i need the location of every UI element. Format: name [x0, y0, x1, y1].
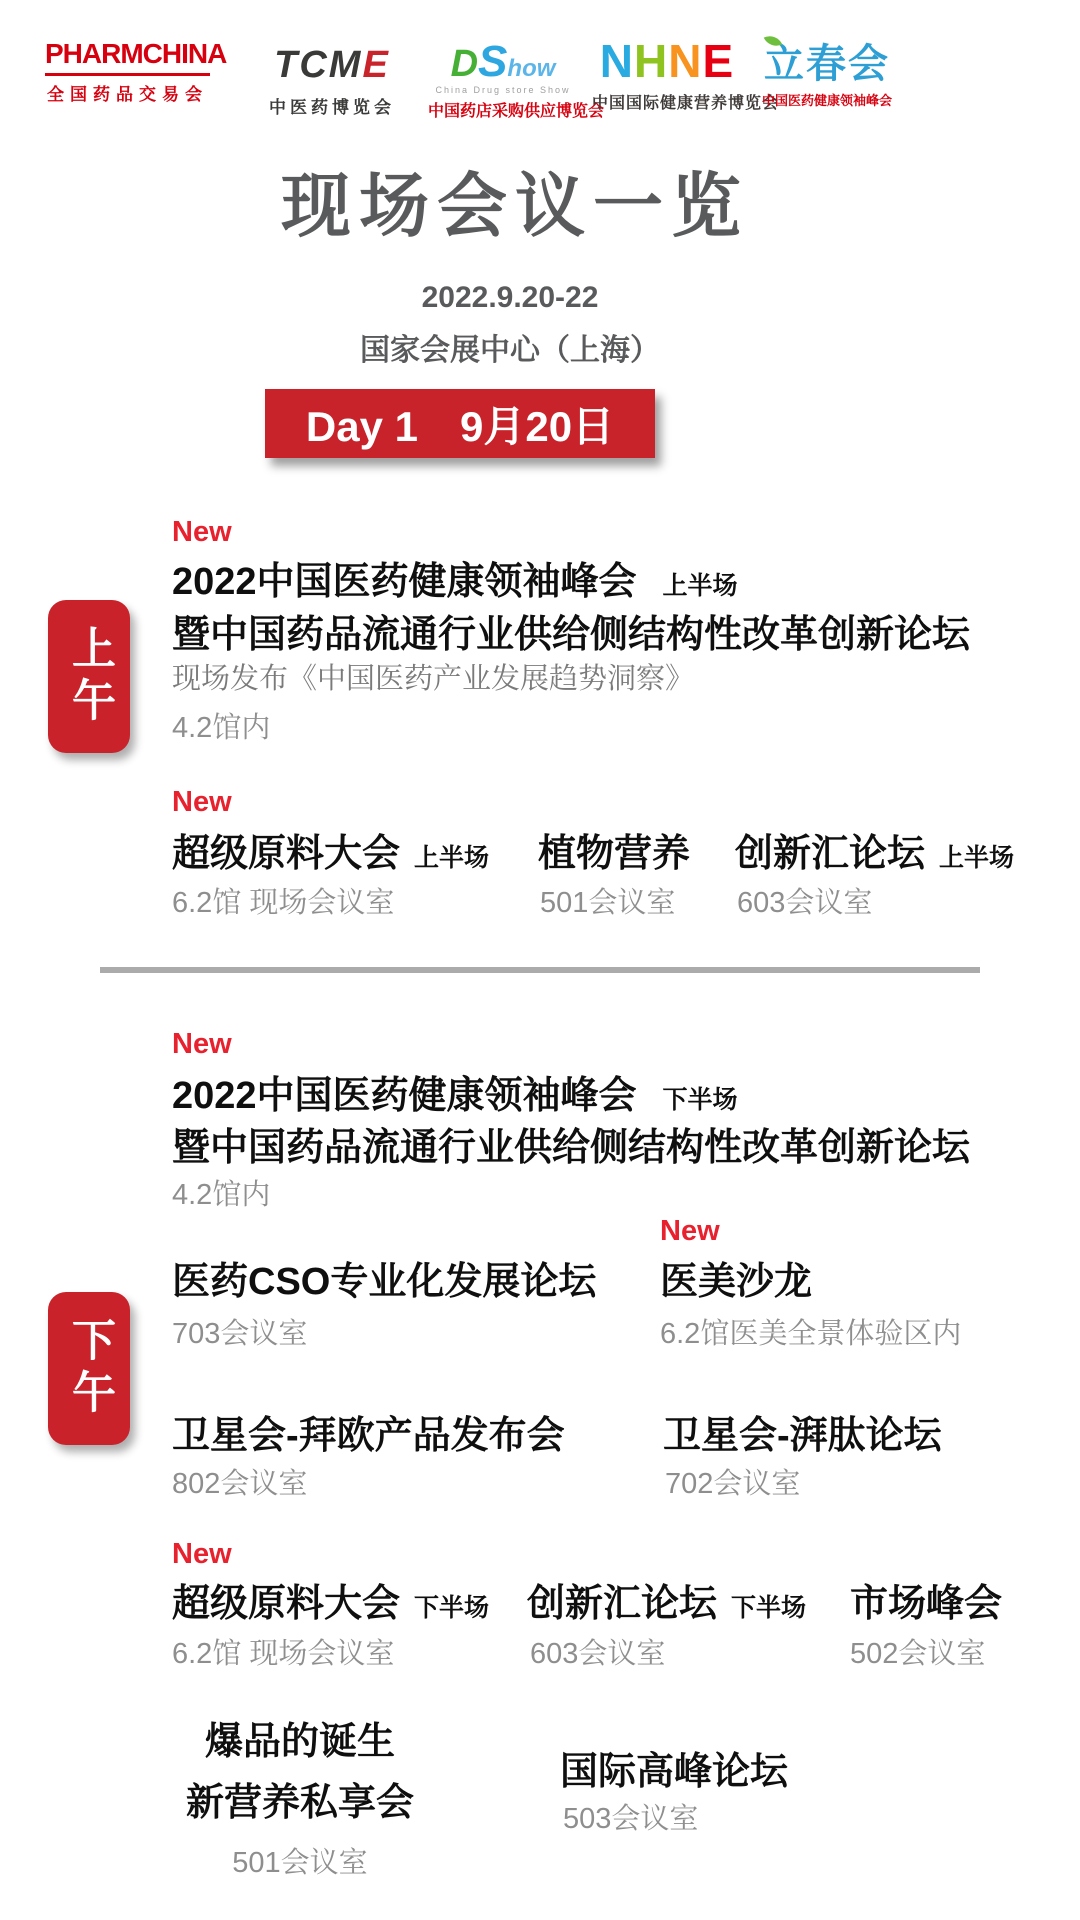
lichunhui-subtitle: 中国医药健康领袖峰会 — [761, 93, 892, 108]
session-title — [735, 822, 1014, 877]
new-badge: New — [660, 1215, 720, 1247]
session-room: 703会议室 — [172, 1318, 308, 1350]
pharmchina-subtitle: 全国药品交易会 — [47, 85, 208, 104]
nhne-subtitle: 中国国际健康营养博览会 — [592, 95, 780, 112]
session-title: 国际高峰论坛 — [560, 1751, 789, 1793]
section-divider — [100, 967, 980, 973]
session-half-label: 上半场 — [662, 572, 738, 600]
pharmchina-wordmark: PHARMCHINA — [45, 38, 227, 69]
session-title: 植物营养 — [538, 833, 691, 875]
session-room: 503会议室 — [563, 1803, 699, 1835]
session-room: 6.2馆 现场会议室 — [172, 1638, 395, 1670]
session-half-label: 上半场 — [939, 844, 1015, 872]
dsshow-letter-d: D — [450, 43, 479, 85]
session-title: 市场峰会 — [850, 1583, 1003, 1625]
page-title: 现场会议一览 — [281, 167, 749, 245]
logo-dsshow — [428, 37, 605, 121]
dsshow-tagline: China Drug store Show — [435, 85, 571, 95]
nhne-letter-n1: N — [599, 35, 635, 87]
session-title: 医美沙龙 — [660, 1261, 813, 1303]
session-half-label: 上半场 — [414, 844, 490, 872]
dsshow-letters-how: how — [507, 55, 556, 82]
session-title-text: 2022中国医药健康领袖峰会 — [172, 1075, 637, 1117]
session-half-label: 下半场 — [731, 1594, 807, 1622]
session-room: 501会议室 — [540, 887, 676, 919]
logo-tcme — [252, 44, 412, 118]
lichunhui-wordmark-wrap — [764, 44, 890, 84]
new-badge: New — [172, 786, 232, 818]
session-title: 卫星会-湃肽论坛 — [663, 1415, 942, 1457]
session-title-line1: 爆品的诞生 — [204, 1721, 395, 1763]
session-note: 现场发布《中国医药产业发展趋势洞察》 — [172, 663, 695, 695]
session-room: 4.2馆内 — [172, 712, 271, 744]
session-room: 603会议室 — [737, 887, 873, 919]
session-room: 4.2馆内 — [172, 1179, 271, 1211]
session-title: 医药CSO专业化发展论坛 — [172, 1261, 597, 1303]
session-title — [172, 822, 489, 877]
session-title — [172, 1572, 489, 1627]
session-title-text: 2022中国医药健康领袖峰会 — [172, 561, 637, 603]
logo-lichunhui — [752, 44, 902, 109]
session-room: 6.2馆 现场会议室 — [172, 887, 395, 919]
session-title — [172, 550, 738, 605]
session-subtitle: 暨中国药品流通行业供给侧结构性改革创新论坛 — [172, 614, 971, 656]
tcme-letters: TCM — [274, 44, 363, 86]
new-badge: New — [172, 1028, 232, 1060]
session-title — [172, 1064, 738, 1119]
session-room: 603会议室 — [530, 1638, 666, 1670]
session-title-text: 创新汇论坛 — [735, 833, 926, 875]
pharmchina-rule — [45, 73, 210, 76]
nhne-letter-e: E — [702, 35, 735, 87]
session-half-label: 下半场 — [414, 1594, 490, 1622]
session-title-line2: 新营养私享会 — [185, 1782, 414, 1824]
session-title-text: 超级原料大会 — [172, 1583, 401, 1625]
session-room: 502会议室 — [850, 1638, 986, 1670]
session-room: 6.2馆医美全景体验区内 — [660, 1318, 962, 1350]
session-block — [160, 1710, 440, 1881]
new-badge: New — [172, 1538, 232, 1570]
day-1-banner: Day 1 9月20日 — [265, 389, 655, 458]
dsshow-subtitle: 中国药店采购供应博览会 — [428, 103, 605, 120]
session-title: 卫星会-拜欧产品发布会 — [172, 1415, 565, 1457]
event-venue: 国家会展中心（上海） — [360, 334, 660, 367]
session-title — [527, 1572, 806, 1627]
tcme-subtitle: 中医药博览会 — [269, 98, 395, 117]
session-subtitle: 暨中国药品流通行业供给侧结构性改革创新论坛 — [172, 1127, 971, 1169]
session-title-text: 超级原料大会 — [172, 833, 401, 875]
session-room: 702会议室 — [665, 1468, 801, 1500]
logo-nhne — [592, 35, 780, 113]
session-title-text: 创新汇论坛 — [527, 1583, 718, 1625]
dsshow-letter-s: S — [478, 37, 508, 86]
session-room: 501会议室 — [232, 1847, 368, 1879]
tcme-letter-e: E — [362, 44, 390, 86]
session-room: 802会议室 — [172, 1468, 308, 1500]
nhne-letter-n2: N — [668, 35, 703, 87]
nhne-letter-h: H — [634, 35, 669, 87]
event-dates: 2022.9.20-22 — [421, 281, 599, 314]
lichunhui-wordmark: 立春会 — [764, 42, 890, 86]
morning-tag: 上午 — [48, 600, 130, 753]
nhne-wordmark — [592, 35, 742, 87]
logo-pharmchina — [45, 38, 227, 105]
new-badge: New — [172, 516, 232, 548]
tcme-wordmark — [252, 44, 412, 87]
session-half-label: 下半场 — [662, 1086, 738, 1114]
afternoon-tag: 下午 — [48, 1292, 130, 1445]
dsshow-wordmark — [428, 37, 578, 86]
